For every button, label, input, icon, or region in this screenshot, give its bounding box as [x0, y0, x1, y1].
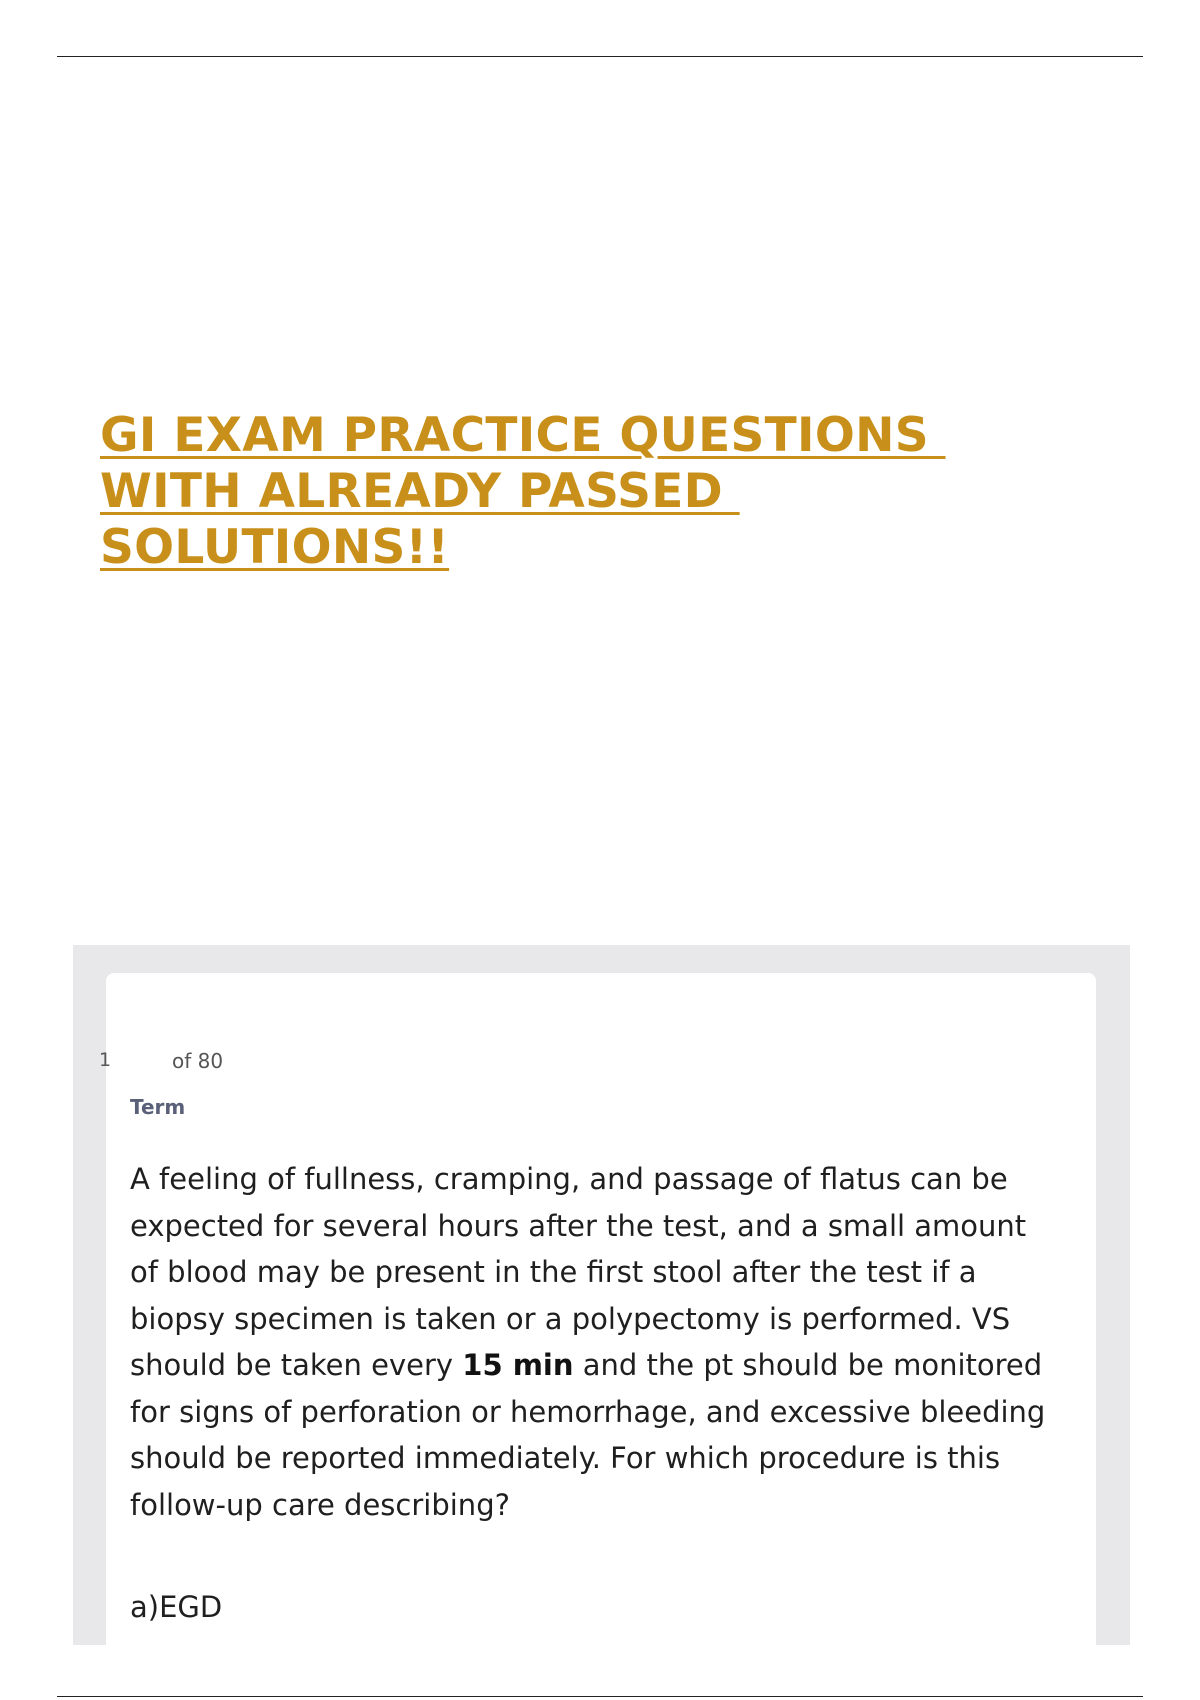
- card-counter-current: 1: [99, 1049, 112, 1071]
- answer-option-text: EGD: [159, 1590, 223, 1624]
- title-line-1: GI EXAM PRACTICE QUESTIONS: [100, 408, 946, 463]
- footer-rule: [57, 1696, 1143, 1697]
- flashcard-frame: [73, 945, 1130, 1645]
- header-rule: [57, 56, 1143, 57]
- question-text-part-1: A feeling of fullness, cramping, and passage of flatus can be expected for several hours after the test, and a small amount of blood may be present in the first stool after the test if a biopsy specimen is taken or a polypectomy is performed. VS should be taken every: [130, 1162, 1027, 1382]
- answer-option-letter: a): [130, 1590, 160, 1624]
- card-counter-total: of 80: [172, 1049, 224, 1073]
- answer-option-a[interactable]: [130, 1590, 222, 1624]
- question-text-part-2: and the pt should be monitored for signs of perforation or hemorrhage, and excessive bleeding should be reported immediately. For which procedure is this follow-up care describing?: [130, 1348, 1046, 1522]
- title-line-2: WITH ALREADY PASSED: [100, 464, 740, 519]
- card-side-label: Term: [130, 1095, 186, 1119]
- document-title: [100, 408, 1000, 576]
- question-emphasis: 15 min: [462, 1348, 574, 1382]
- question-text: [130, 1156, 1050, 1528]
- flashcard[interactable]: [99, 973, 1096, 1645]
- title-line-3: SOLUTIONS!!: [100, 520, 450, 575]
